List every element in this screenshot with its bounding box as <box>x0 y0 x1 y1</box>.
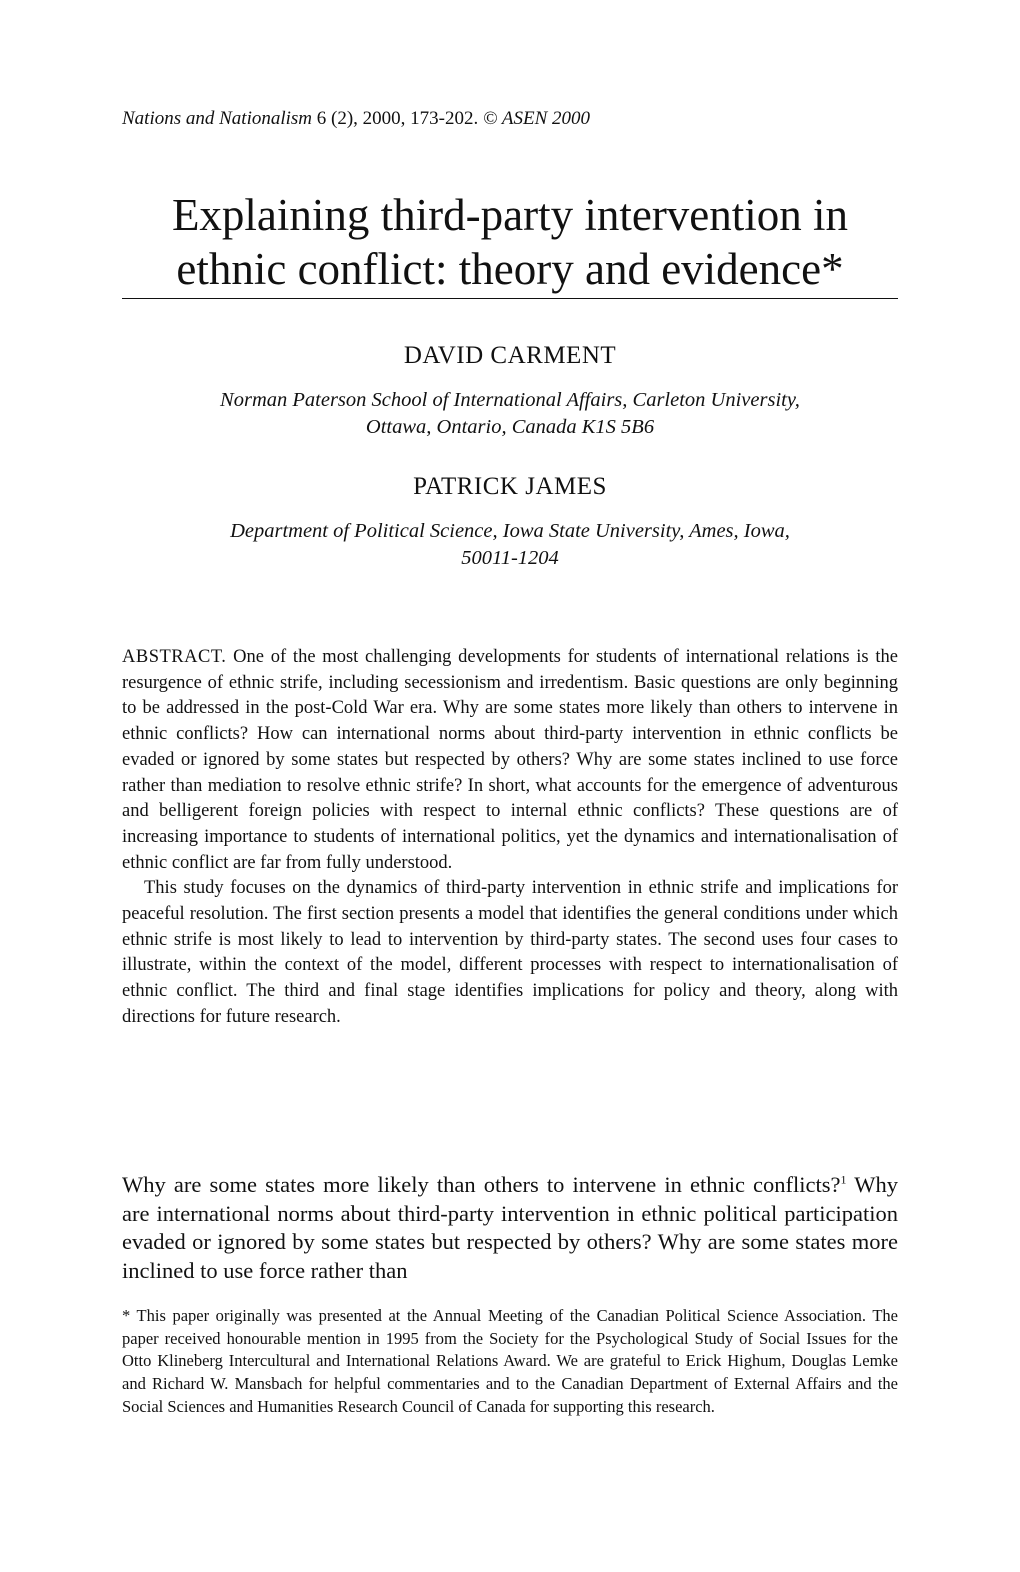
body-paragraph <box>122 1171 898 1285</box>
author-name: PATRICK JAMES <box>413 473 607 500</box>
article-title-line-1: Explaining third-party intervention in <box>171 190 849 240</box>
article-title-line-2: ethnic conflict: theory and evidence* <box>176 244 844 294</box>
author-affiliation-line-1: Department of Political Science, Iowa State University, Ames, Iowa, <box>230 520 790 542</box>
abstract-paragraph <box>122 645 898 876</box>
footnote: * This paper originally was presented at the Annual Meeting of the Canadian Political Science Association. The paper received honourable mention in 1995 from the Society for the Psychological Study of Social Issues for the Otto Klineberg Intercultural and International Relations Award. We are grateful to Erick Highum, Douglas Lemke and Richard W. Mansbach for helpful commentaries and to the Canadian Department of External Affairs and the Social Sciences and Humanities Research Council of Canada for supporting this research. <box>122 1306 898 1416</box>
title-rule <box>122 298 898 299</box>
author-affiliation-line-2: 50011-1204 <box>461 547 559 569</box>
author-name: DAVID CARMENT <box>403 342 617 369</box>
author-affiliation-line-1: Norman Paterson School of International Affairs, Carleton University, <box>220 389 800 411</box>
article-title <box>122 188 898 296</box>
abstract-label: ABSTRACT. <box>122 647 227 667</box>
author-affiliation <box>122 387 898 441</box>
journal-name: Nations and Nationalism <box>122 108 313 129</box>
journal-citation: 6 (2), 2000, 173-202. <box>316 108 479 129</box>
body-text-after-note: Why are international norms about third-party intervention in ethnic political participation evaded or ignored by some states but respected by others? Why are some states more inclined to use force rather than <box>122 1172 898 1283</box>
abstract-paragraph-1-text: One of the most challenging developments for students of international relations is the resurgence of ethnic strife, including secessionism and irredentism. Basic questions are only beginning to be addressed in the post-Cold War era. Why are some states more likely than others to intervene in ethnic conflicts? How can international norms about third-party intervention in ethnic conflicts be evaded or ignored by some states but respected by others? Why are some states inclined to use force rather than mediation to resolve ethnic strife? In short, what accounts for the emergence of adventurous and belligerent foreign policies with respect to internal ethnic conflicts? These questions are of increasing importance to students of international politics, yet the dynamics and internationalisation of ethnic conflict are far from fully understood. <box>122 647 898 873</box>
abstract-paragraph: This study focuses on the dynamics of third-party intervention in ethnic strife and implications for peaceful resolution. The first section presents a model that identifies the general conditions under which ethnic strife is most likely to lead to intervention by third-party states. The second uses four cases to illustrate, within the context of the model, different processes with respect to internationalisation of ethnic conflict. The third and final stage identifies implications for policy and theory, along with directions for future research. <box>122 878 898 1027</box>
abstract <box>122 645 898 1031</box>
footnote-marker: 1 <box>840 1172 847 1187</box>
author-affiliation <box>122 518 898 572</box>
journal-copyright: © ASEN 2000 <box>483 108 590 129</box>
journal-citation-line <box>122 108 590 130</box>
body-text-before-note: Why are some states more likely than others to intervene in ethnic conflicts? <box>122 1172 841 1197</box>
author-affiliation-line-2: Ottawa, Ontario, Canada K1S 5B6 <box>365 416 655 438</box>
